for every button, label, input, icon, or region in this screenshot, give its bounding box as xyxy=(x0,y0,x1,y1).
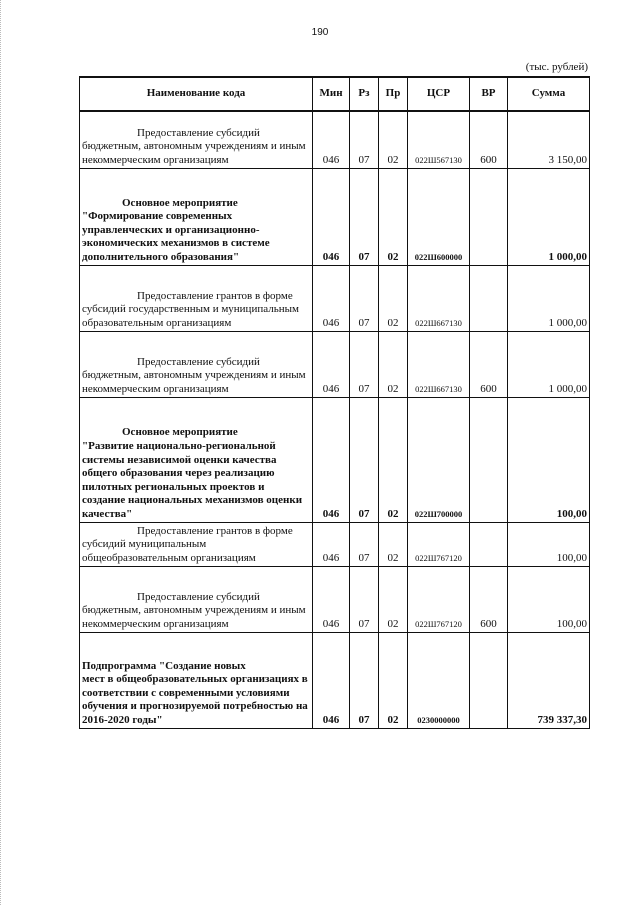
table-row xyxy=(80,566,590,632)
row-rz: 07 xyxy=(350,168,379,265)
row-rz: 07 xyxy=(350,632,379,728)
row-csr: 022Ш667130 xyxy=(408,331,470,397)
row-rz: 07 xyxy=(350,331,379,397)
header-rz: Рз xyxy=(350,77,379,111)
row-name xyxy=(80,522,313,566)
row-pr: 02 xyxy=(379,265,408,331)
row-name-first: Предоставление субсидий xyxy=(137,590,260,603)
row-name-first: Основное мероприятие xyxy=(122,196,238,209)
row-name-rest: субсидий государственным и муниципальным образовательным организациям xyxy=(82,303,299,329)
header-pr: Пр xyxy=(379,77,408,111)
row-name-first: Предоставление субсидий xyxy=(137,355,260,368)
row-pr: 02 xyxy=(379,632,408,728)
page-number: 190 xyxy=(311,27,329,38)
table-row xyxy=(80,168,590,265)
row-rz: 07 xyxy=(350,522,379,566)
row-sum: 100,00 xyxy=(508,397,590,522)
row-name-rest: мест в общеобразовательных организациях в соответствии с современными условиями обучения и прогнозируемой потребностью на 2016-2020 годы" xyxy=(82,673,308,726)
row-sum: 3 150,00 xyxy=(508,111,590,168)
row-name-first: Предоставление грантов в форме xyxy=(137,524,293,537)
row-name-first: Основное мероприятие xyxy=(122,426,238,439)
units-label: (тыс. рублей) xyxy=(525,61,588,73)
row-rz: 07 xyxy=(350,397,379,522)
row-name-first: Предоставление грантов в форме xyxy=(137,289,293,302)
row-name xyxy=(80,632,313,728)
row-sum: 1 000,00 xyxy=(508,331,590,397)
budget-table xyxy=(79,76,590,729)
row-vr xyxy=(470,522,508,566)
row-vr xyxy=(470,632,508,728)
row-min: 046 xyxy=(313,265,350,331)
row-csr: 0230000000 xyxy=(408,632,470,728)
row-pr: 02 xyxy=(379,168,408,265)
header-csr: ЦСР xyxy=(408,77,470,111)
header-name: Наименование кода xyxy=(80,77,313,111)
header-min: Мин xyxy=(313,77,350,111)
row-csr: 022Ш567130 xyxy=(408,111,470,168)
row-name-rest: бюджетным, автономным учреждениям и иным некоммерческим организациям xyxy=(82,140,306,166)
row-pr: 02 xyxy=(379,331,408,397)
table-row xyxy=(80,522,590,566)
row-rz: 07 xyxy=(350,111,379,168)
row-vr xyxy=(470,168,508,265)
row-pr: 02 xyxy=(379,522,408,566)
header-row xyxy=(80,77,590,111)
scan-margin xyxy=(0,0,9,905)
row-sum: 739 337,30 xyxy=(508,632,590,728)
row-vr: 600 xyxy=(470,566,508,632)
row-min: 046 xyxy=(313,632,350,728)
row-name xyxy=(80,265,313,331)
row-name-rest: бюджетным, автономным учреждениям и иным некоммерческим организациям xyxy=(82,369,306,395)
row-min: 046 xyxy=(313,168,350,265)
row-name-first: Подпрограмма "Создание новых xyxy=(82,659,246,672)
header-sum: Сумма xyxy=(508,77,590,111)
table-row xyxy=(80,331,590,397)
row-name xyxy=(80,331,313,397)
row-vr: 600 xyxy=(470,111,508,168)
row-name-rest: "Формирование современных управленческих и организационно-экономических механизмов в системе дополнительного образования" xyxy=(82,210,270,263)
table-row xyxy=(80,265,590,331)
table-row xyxy=(80,397,590,522)
row-min: 046 xyxy=(313,522,350,566)
row-csr: 022Ш600000 xyxy=(408,168,470,265)
row-name-first: Предоставление субсидий xyxy=(137,126,260,139)
row-name xyxy=(80,397,313,522)
row-sum: 1 000,00 xyxy=(508,265,590,331)
row-min: 046 xyxy=(313,331,350,397)
row-csr: 022Ш767120 xyxy=(408,566,470,632)
row-pr: 02 xyxy=(379,111,408,168)
row-min: 046 xyxy=(313,566,350,632)
row-vr xyxy=(470,397,508,522)
row-name xyxy=(80,168,313,265)
row-min: 046 xyxy=(313,397,350,522)
row-sum: 100,00 xyxy=(508,522,590,566)
row-sum: 1 000,00 xyxy=(508,168,590,265)
row-rz: 07 xyxy=(350,566,379,632)
row-pr: 02 xyxy=(379,397,408,522)
row-name-rest: бюджетным, автономным учреждениям и иным некоммерческим организациям xyxy=(82,604,306,630)
row-vr xyxy=(470,265,508,331)
table-row xyxy=(80,111,590,168)
row-name-rest: "Развитие национально-региональной системы независимой оценки качества общего образования через реализацию пилотных региональных проектов и создание национальных механизмов оценки качества" xyxy=(82,439,303,520)
row-pr: 02 xyxy=(379,566,408,632)
table-row xyxy=(80,632,590,728)
row-csr: 022Ш667130 xyxy=(408,265,470,331)
row-rz: 07 xyxy=(350,265,379,331)
row-vr: 600 xyxy=(470,331,508,397)
row-name xyxy=(80,566,313,632)
row-sum: 100,00 xyxy=(508,566,590,632)
header-vr: ВР xyxy=(470,77,508,111)
row-min: 046 xyxy=(313,111,350,168)
row-csr: 022Ш700000 xyxy=(408,397,470,522)
row-csr: 022Ш767120 xyxy=(408,522,470,566)
row-name-rest: субсидий муниципальным общеобразовательным организациям xyxy=(82,538,256,564)
row-name xyxy=(80,111,313,168)
